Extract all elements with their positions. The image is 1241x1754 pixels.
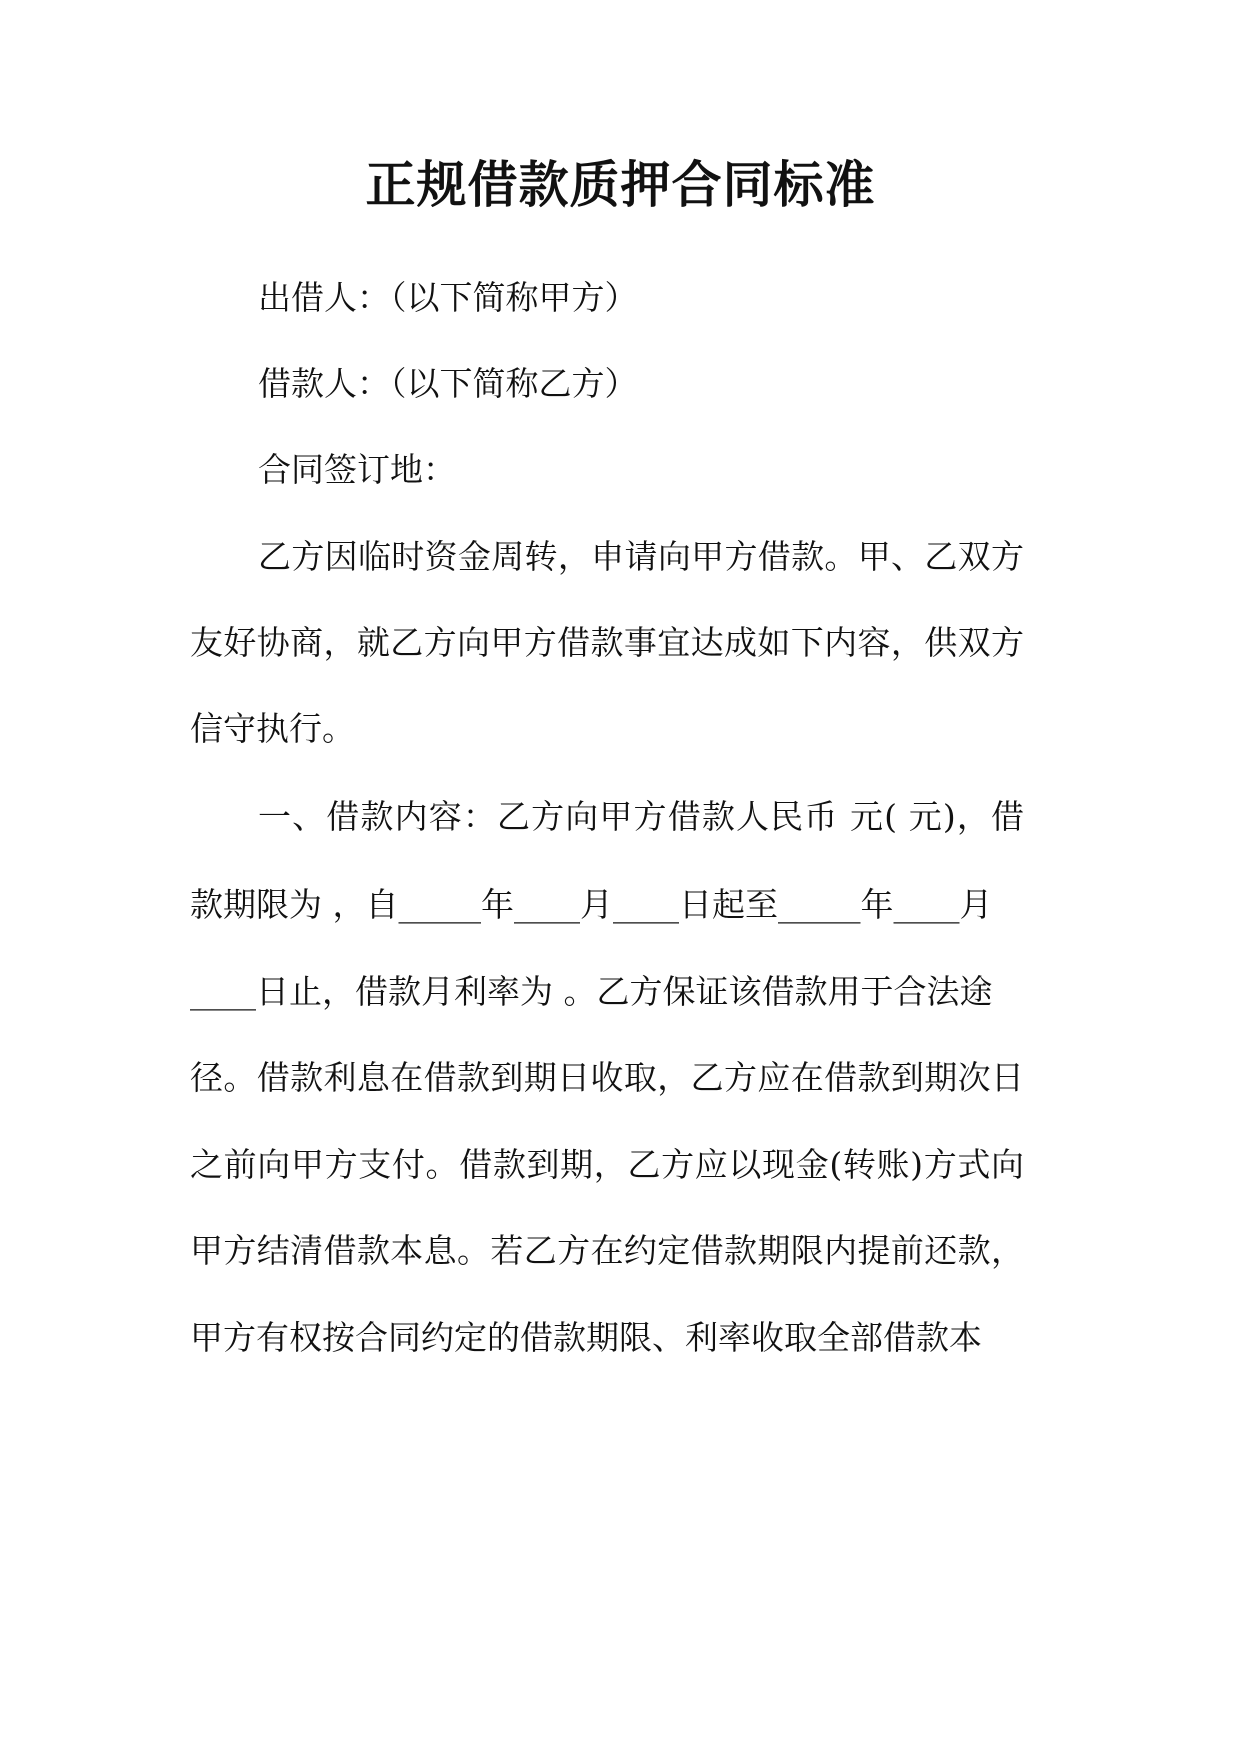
clause1-line-6: 甲方结清借款本息。若乙方在约定借款期限内提前还款， — [190, 1231, 1024, 1270]
document-title: 正规借款质押合同标准 — [365, 155, 876, 214]
intro-line-2: 友好协商，就乙方向甲方借款事宜达成如下内容，供双方 — [190, 623, 1024, 662]
clause1-line-3: ____日止，借款月利率为 。乙方保证该借款用于合法途 — [190, 972, 993, 1011]
clause1-line-4: 径。借款利息在借款到期日收取，乙方应在借款到期次日 — [190, 1058, 1024, 1097]
intro-line-1: 乙方因临时资金周转，申请向甲方借款。甲、乙双方 — [258, 537, 1024, 576]
intro-line-3: 信守执行。 — [190, 709, 355, 748]
signing-place-field: 合同签订地： — [258, 450, 456, 489]
clause1-line-7: 甲方有权按合同约定的借款期限、利率收取全部借款本 — [190, 1318, 982, 1357]
clause1-line-2: 款期限为 ，自_____年____月____日起至_____年____月 — [190, 885, 993, 924]
clause1-line-5: 之前向甲方支付。借款到期，乙方应以现金(转账)方式向 — [190, 1145, 1024, 1184]
borrower-field: 借款人：（以下简称乙方） — [258, 364, 638, 403]
lender-field: 出借人：（以下简称甲方） — [258, 278, 638, 317]
clause1-line-1: 一、借款内容：乙方向甲方借款人民币 元( 元)，借 — [258, 797, 1024, 836]
